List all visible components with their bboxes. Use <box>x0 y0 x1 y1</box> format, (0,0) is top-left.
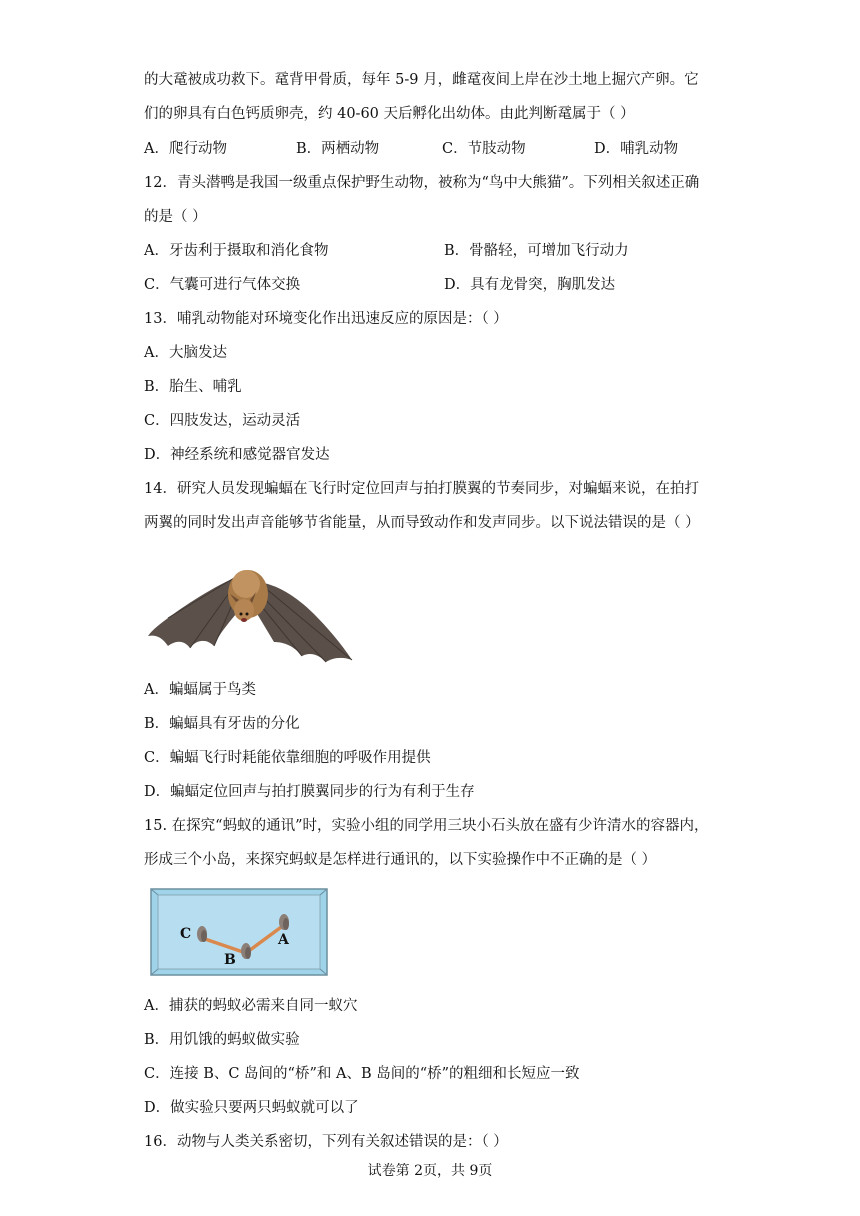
q15-option-a: A．捕获的蚂蚁必需来自同一蚁穴 <box>144 998 358 1014</box>
q12-option-a: A．牙齿利于摄取和消化食物 <box>144 243 329 259</box>
q14-option-d: D．蝙蝠定位回声与拍打膜翼同步的行为有利于生存 <box>144 784 475 800</box>
island-c-label: C <box>180 926 192 942</box>
q14-option-c: C．蝙蝠飞行时耗能依靠细胞的呼吸作用提供 <box>144 750 431 766</box>
q15-option-c: C．连接 B、C 岛间的“桥”和 A、B 岛间的“桥”的粗细和长短应一致 <box>144 1066 580 1082</box>
q14-text-line1: 14．研究人员发现蝙蝠在飞行时定位回声与拍打膜翼的节奏同步，对蝙蝠来说，在拍打 <box>144 481 699 497</box>
q11-option-d: D．哺乳动物 <box>594 141 679 157</box>
q13-option-d: D．神经系统和感觉器官发达 <box>144 447 330 463</box>
q13-option-c: C．四肢发达，运动灵活 <box>144 413 301 429</box>
q11-option-a: A．爬行动物 <box>144 141 227 157</box>
q16-stem: 16．动物与人类关系密切，下列有关叙述错误的是：（ ） <box>144 1134 508 1150</box>
island-a-label: A <box>278 932 289 948</box>
q12-text-line1: 12．青头潜鸭是我国一级重点保护野生动物，被称为“鸟中大熊猫”。下列相关叙述正确 <box>144 175 700 191</box>
q11-text-line2: 们的卵具有白色钙质卵壳，约 40-60 天后孵化出幼体。由此判断鼋属于（ ） <box>144 106 635 122</box>
q12-option-d: D．具有龙骨突，胸肌发达 <box>444 277 616 293</box>
q12-option-c: C．气囊可进行气体交换 <box>144 277 301 293</box>
q11-option-c: C．节肢动物 <box>442 141 526 157</box>
q12-option-b: B．骨骼轻，可增加飞行动力 <box>444 243 629 259</box>
q13-stem: 13．哺乳动物能对环境变化作出迅速反应的原因是：（ ） <box>144 311 508 327</box>
ant-island-diagram <box>150 888 328 976</box>
q15-text-line2: 形成三个小岛，来探究蚂蚁是怎样进行通讯的，以下实验操作中不正确的是（ ） <box>144 852 657 868</box>
q15-option-b: B．用饥饿的蚂蚁做实验 <box>144 1032 300 1048</box>
q13-option-b: B．胎生、哺乳 <box>144 379 242 395</box>
q12-text-line2: 的是（ ） <box>144 209 207 225</box>
q14-text-line2: 两翼的同时发出声音能够节省能量，从而导致动作和发声同步。以下说法错误的是（ ） <box>144 515 700 531</box>
q11-text-line1: 的大鼋被成功救下。鼋背甲骨质，每年 5-9 月，雌鼋夜间上岸在沙土地上掘穴产卵。它 <box>144 72 699 88</box>
q11-option-b: B．两栖动物 <box>296 141 380 157</box>
q15-option-d: D．做实验只要两只蚂蚁就可以了 <box>144 1100 359 1116</box>
q15-text-line1: 15. 在探究“蚂蚁的通讯”时，实验小组的同学用三块小石头放在盛有少许清水的容器内， <box>144 818 709 834</box>
island-b-label: B <box>224 952 236 968</box>
page-footer: 试卷第 2页，共 9页 <box>367 1163 493 1179</box>
q14-option-b: B．蝙蝠具有牙齿的分化 <box>144 716 300 732</box>
q13-option-a: A．大脑发达 <box>144 345 227 361</box>
q14-option-a: A．蝙蝠属于鸟类 <box>144 682 256 698</box>
bat-photo-icon <box>146 556 354 666</box>
